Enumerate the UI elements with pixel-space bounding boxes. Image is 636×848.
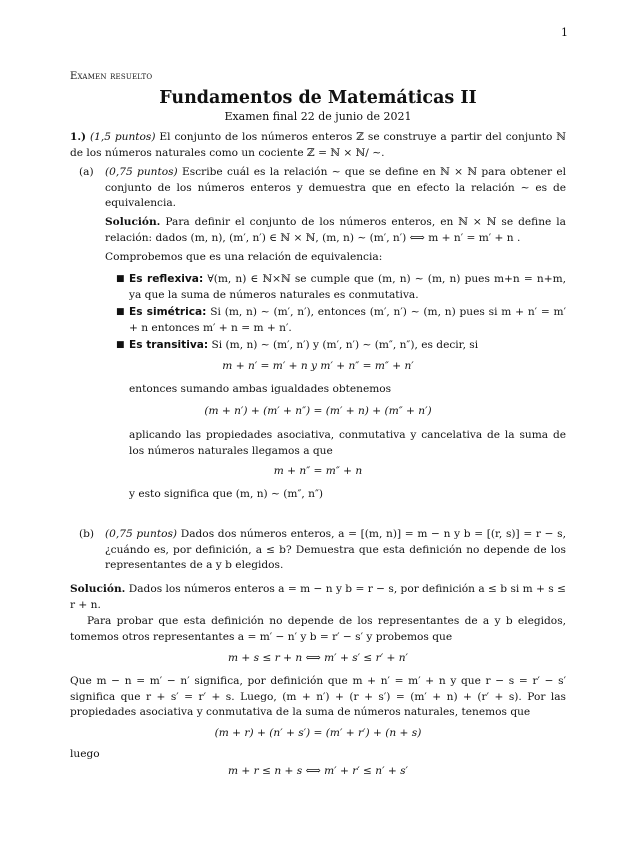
part-b-statement	[105, 527, 566, 574]
part-b-label: (b)	[79, 528, 95, 540]
part-b-text: Dados dos números enteros, a = [(m, n)] = m − n y b = [(r, s)] = r − s, ¿cuándo es, por definición, a ≤ b? Demuestra que esta definición no depende de los representantes de a y b elegidos.	[105, 528, 566, 571]
part-b-points: (0,75 puntos)	[105, 528, 178, 540]
conclusion-text: y esto significa que (m, n) ∼ (m″, n″)	[129, 488, 324, 500]
symmetric-text: Si (m, n) ∼ (m′, n′), entonces (m′, n′) ∼ (m, n) pues si m + n′ = m′ + n entonces m′ + n = m + n′.	[129, 306, 566, 334]
equation-3: m + n″ = m″ + n	[273, 465, 363, 477]
question-number: 1.)	[70, 131, 87, 143]
equation-2: (m + n′) + (m′ + n″) = (m′ + n) + (m″ + n′)	[204, 405, 432, 417]
running-header: Examen resuelto	[70, 71, 153, 82]
transitive-text: Si (m, n) ∼ (m′, n′) y (m′, n′) ∼ (m″, n″), es decir, si	[211, 339, 479, 351]
paragraph-2: Que m − n = m′ − n′ significa, por definición que m + n′ = m′ + n y que r − s = r′ − s′ significa que r + s′ = r′ + s. Luego, (m + n′) + (r + s′) = (m′ + n) + (r′ + s). Por las propiedades asociativa y conmutativa de la suma de números naturales, tenemos que	[70, 675, 566, 718]
equation-5: (m + r) + (n′ + s′) = (m′ + r′) + (n + s)	[214, 727, 422, 739]
reflexive-label: Es reflexiva:	[129, 273, 204, 285]
document-title: Fundamentos de Matemáticas II	[159, 88, 477, 108]
solution-label: Solución.	[70, 583, 126, 595]
part-a-solution	[105, 215, 566, 246]
bullet-icon: ■	[116, 307, 125, 317]
part-a-text: Escribe cuál es la relación ∼ que se define en ℕ × ℕ para obtener el conjunto de los números enteros y demuestra que en efecto la relación ∼ es de equivalencia.	[105, 166, 566, 209]
symmetric-item	[129, 305, 566, 336]
bullet-icon: ■	[116, 340, 125, 350]
transitive-label: Es transitiva:	[129, 339, 209, 351]
equation-6: m + r ≤ n + s ⟺ m′ + r′ ≤ n′ + s′	[228, 765, 408, 777]
part-a-statement	[105, 165, 566, 212]
part-b-solution	[70, 582, 566, 613]
question-points: (1,5 puntos)	[89, 131, 156, 143]
part-a-label: (a)	[79, 166, 94, 178]
equation-1: m + n′ = m′ + n y m′ + n″ = m″ + n′	[222, 360, 414, 372]
properties-text: aplicando las propiedades asociativa, conmutativa y cancelativa de la suma de los números naturales llegamos a que	[129, 429, 566, 457]
reflexive-text: ∀(m, n) ∈ ℕ×ℕ se cumple que (m, n) ∼ (m, n) pues m+n = n+m, ya que la suma de números naturales es conmutativa.	[129, 273, 566, 301]
solution-text: Dados los números enteros a = m − n y b = r − s, por definición a ≤ b si m + s ≤ r + n.	[70, 583, 566, 611]
check-intro: Comprobemos que es una relación de equivalencia:	[105, 251, 383, 263]
luego-text: luego	[70, 748, 100, 760]
solution-text: Para definir el conjunto de los números enteros, en ℕ × ℕ se define la relación: dados (m, n), (m′, n′) ∈ ℕ × ℕ, (m, n) ∼ (m′, n′) ⟺ m + n′ = m′ + n .	[105, 216, 566, 244]
question-1	[70, 130, 566, 161]
reflexive-item	[129, 272, 566, 303]
bullet-icon: ■	[116, 274, 125, 284]
sum-text: entonces sumando ambas igualdades obtenemos	[129, 383, 392, 395]
document-subtitle: Examen final 22 de junio de 2021	[224, 110, 412, 123]
solution-label: Solución.	[105, 216, 161, 228]
symmetric-label: Es simétrica:	[129, 306, 207, 318]
equation-4: m + s ≤ r + n ⟺ m′ + s′ ≤ r′ + n′	[228, 652, 408, 664]
paragraph-1: Para probar que esta definición no depende de los representantes de a y b elegidos, tomemos otros representantes a = m′ − n′ y b = r′ − s′ y probemos que	[70, 615, 566, 643]
page-number: 1	[561, 26, 568, 39]
question-text: El conjunto de los números enteros ℤ se construye a partir del conjunto ℕ de los números naturales como un cociente ℤ = ℕ × ℕ/ ∼.	[70, 131, 566, 159]
transitive-item	[129, 338, 566, 354]
part-a-points: (0,75 puntos)	[105, 166, 178, 178]
